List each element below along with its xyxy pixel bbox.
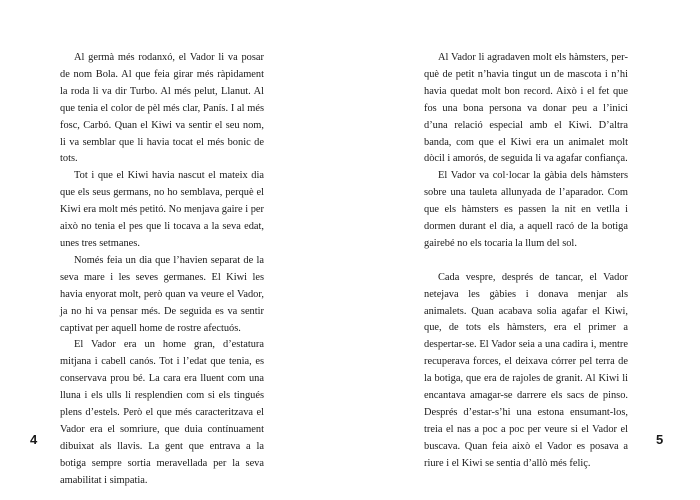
page-number: 4 — [30, 432, 38, 447]
right-page — [350, 0, 700, 500]
paragraph: Al Vador li agradaven molt els hàmsters, perquè de petit n’havia tingut un de mascota i n’hi havia quedat molt bon record. Això i el fet que fos una bona persona va donar peu a l’inici d’una relació especial amb el Kiwi. D’altra banda, com que el Kiwi era un animalet molt dòcil i amorós, de seguida li va agafar confiança. — [424, 52, 628, 165]
right-page-text — [424, 50, 628, 473]
paragraph: Tot i que el Kiwi havia nascut el mateix dia que els seus germans, no ho semblava, perquè el Kiwi era molt més petitó. No menjava gaire i per això no tenia el pes que li tocava a la seva edat, unes tres setmanes. — [60, 170, 264, 249]
paragraph: El Vador va col·locar la gàbia dels hàmsters sobre una tauleta allunyada de l’aparador. Com que els hàmsters es passen la nit en vetlla i dormen durant el dia, a aquell racó de la botiga gairebé no els tocaria la llum del sol. — [424, 170, 628, 249]
page-number: 5 — [656, 432, 664, 447]
paragraph: Només feia un dia que l’havien separat de la seva mare i les seves germanes. El Kiwi les havia enyorat molt, però quan va veure el Vador, ja no hi va pensar més. De seguida es va sentir captivat per aquell home de rostre afectuós. — [60, 254, 264, 334]
paragraph: Cada vespre, després de tancar, el Vador netejava les gàbies i donava menjar als animalets. Quan acabava solia agafar el Kiwi, que, de tots els hàmsters, era el primer a despertar-se. El Vador seia a una cadira i, mentre recuperava forces, el deixava córrer pel terra de la botiga, que era de rajoles de granit. Al Kiwi li encantava amagar-se darrere els sacs de pinso. Després d’estar-s’hi una estona ensumant-los, treia el nas a poc a poc per veure si el Vador el buscava. Quan feia això el Vador es posava a riure i el Kiwi se sentia d’allò més feliç. — [424, 271, 628, 469]
left-page-text — [60, 50, 264, 490]
paragraph: El Vador era un home gran, d’estatura mitjana i cabell canós. Tot i l’edat que tenia, es conservava prou bé. La cara era lluent com una lluna i els ulls li resplendien com si els tingués plens d’estels. Però el que més caracteritzava el Vador era el somriure, que duia contínuament dibuixat als llavis. La gent que entrava a la botiga sempre sortia meravellada per la seva amabilitat i simpatia. — [60, 339, 264, 486]
paragraph: Al germà més rodanxó, el Vador li va posar de nom Bola. Al que feia girar més ràpidament la roda li va dir Turbo. Al més pelut, Llanut. Al que tenia el color de pèl més clar, Panís. I al més fosc, Carbó. Quan el Kiwi va sentir el seu nom, li va semblar que li havia tocat el més bonic de tots. — [60, 52, 264, 165]
